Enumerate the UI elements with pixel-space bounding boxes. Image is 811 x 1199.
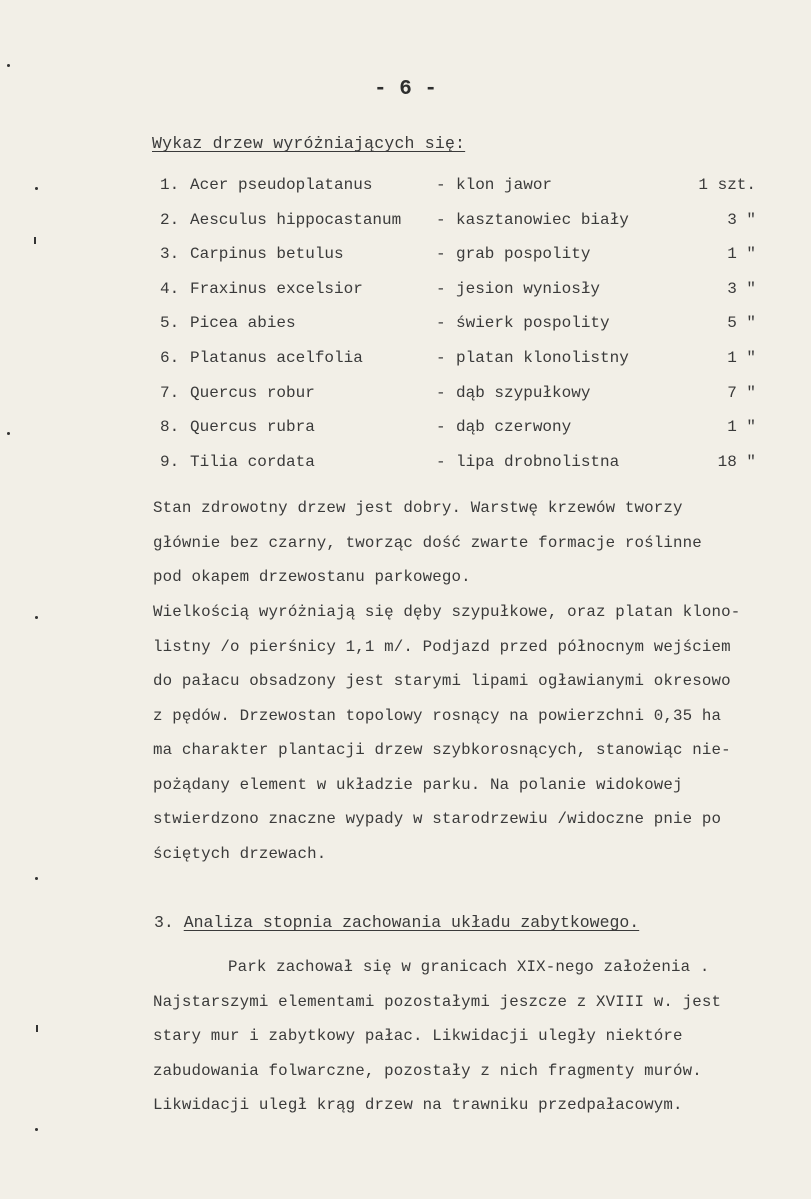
tree-dash: -: [436, 348, 446, 367]
list-heading: Wykaz drzew wyróżniających się:: [152, 134, 466, 153]
tree-latin-name: Platanus acelfolia: [190, 348, 363, 367]
tree-polish-name: jesion wyniosły: [456, 279, 601, 298]
tree-count: 3 ": [727, 279, 756, 298]
tree-number: 3.: [160, 245, 180, 264]
margin-mark: [34, 237, 36, 244]
text-line: Najstarszymi elementami pozostałymi jeszcze z XVIII w. jest: [153, 992, 722, 1011]
text-line: z pędów. Drzewostan topolowy rosnący na powierzchni 0,35 ha: [153, 706, 722, 725]
tree-count: 5 ": [727, 314, 756, 333]
tree-dash: -: [436, 176, 446, 194]
text-line: ma charakter plantacji drzew szybkorosnących, stanowiąc nie-: [153, 741, 731, 759]
tree-number: 9.: [160, 452, 180, 471]
margin-mark: [7, 432, 10, 435]
tree-list: [160, 176, 800, 487]
tree-polish-name: dąb szypułkowy: [456, 383, 591, 402]
tree-number: 8.: [160, 418, 180, 437]
text-line: Park zachował się w granicach XIX-nego założenia .: [228, 958, 710, 976]
tree-dash: -: [436, 383, 446, 402]
tree-number: 5.: [160, 314, 180, 333]
text-line: Wielkością wyróżniają się dęby szypułkowe, oraz platan klono-: [153, 603, 741, 621]
tree-number: 6.: [160, 348, 180, 367]
tree-latin-name: Carpinus betulus: [190, 245, 344, 264]
margin-mark: [35, 877, 38, 880]
text-line: Stan zdrowotny drzew jest dobry. Warstwę krzewów tworzy: [153, 499, 683, 517]
tree-latin-name: Aesculus hippocastanum: [190, 210, 402, 229]
margin-mark: [7, 64, 10, 67]
paragraph-health: [153, 496, 793, 600]
tree-latin-name: Fraxinus excelsior: [190, 279, 363, 298]
tree-polish-name: dąb czerwony: [456, 418, 572, 437]
text-line: zabudowania folwarczne, pozostały z nich fragmenty murów.: [153, 1061, 702, 1080]
tree-polish-name: grab pospolity: [456, 245, 591, 264]
tree-row: [160, 280, 800, 315]
tree-row: [160, 176, 800, 211]
paragraph-analysis: [153, 955, 793, 1128]
tree-dash: -: [436, 314, 446, 333]
tree-dash: -: [436, 418, 446, 437]
tree-latin-name: Picea abies: [190, 314, 296, 333]
text-line: pożądany element w układzie parku. Na polanie widokowej: [153, 775, 683, 794]
tree-polish-name: lipa drobnolistna: [456, 452, 620, 471]
tree-row: [160, 349, 800, 384]
tree-count: 7 ": [727, 383, 756, 402]
text-line: głównie bez czarny, tworząc dość zwarte formacje roślinne: [153, 533, 702, 552]
text-line: stwierdzono znaczne wypady w starodrzewiu /widoczne pnie po: [153, 810, 722, 828]
margin-mark: [35, 616, 38, 619]
tree-dash: -: [436, 279, 446, 298]
tree-row: [160, 418, 800, 453]
tree-count: 18 ": [717, 452, 756, 471]
tree-count: 1 szt.: [698, 176, 756, 194]
tree-number: 4.: [160, 279, 180, 298]
tree-latin-name: Quercus robur: [190, 383, 315, 402]
section-number: 3.: [154, 913, 174, 932]
tree-number: 2.: [160, 210, 180, 229]
tree-latin-name: Tilia cordata: [190, 452, 315, 471]
tree-count: 1 ": [727, 418, 756, 437]
margin-mark: [35, 187, 38, 190]
tree-count: 1 ": [727, 245, 756, 264]
tree-row: [160, 245, 800, 280]
text-line: ściętych drzewach.: [153, 844, 327, 863]
tree-polish-name: świerk pospolity: [456, 314, 610, 333]
text-line: listny /o pierśnicy 1,1 m/. Podjazd przed północnym wejściem: [153, 637, 731, 656]
text-line: stary mur i zabytkowy pałac. Likwidacji uległy niektóre: [153, 1027, 683, 1045]
margin-mark: [35, 1128, 38, 1131]
tree-latin-name: Acer pseudoplatanus: [190, 176, 373, 194]
text-line: pod okapem drzewostanu parkowego.: [153, 568, 471, 586]
tree-polish-name: klon jawor: [456, 176, 553, 194]
margin-mark: [36, 1025, 38, 1032]
tree-count: 3 ": [727, 210, 756, 229]
tree-polish-name: platan klonolistny: [456, 348, 629, 367]
tree-count: 1 ": [727, 348, 756, 367]
tree-number: 1.: [160, 176, 180, 194]
tree-number: 7.: [160, 383, 180, 402]
tree-dash: -: [436, 210, 446, 229]
text-line: do pałacu obsadzony jest starymi lipami ogławianymi okresowo: [153, 672, 731, 690]
tree-row: [160, 453, 800, 488]
text-line: Likwidacji uległ krąg drzew na trawniku przedpałacowym.: [153, 1096, 683, 1114]
tree-row: [160, 314, 800, 349]
section-heading: [154, 913, 639, 932]
tree-latin-name: Quercus rubra: [190, 418, 315, 437]
tree-row: [160, 384, 800, 419]
tree-dash: -: [436, 452, 446, 471]
page-number: - 6 -: [373, 78, 437, 101]
tree-row: [160, 211, 800, 246]
paragraph-description: [153, 600, 793, 876]
section-title: Analiza stopnia zachowania układu zabytkowego.: [183, 913, 640, 932]
tree-dash: -: [436, 245, 446, 264]
tree-polish-name: kasztanowiec biały: [456, 210, 629, 229]
